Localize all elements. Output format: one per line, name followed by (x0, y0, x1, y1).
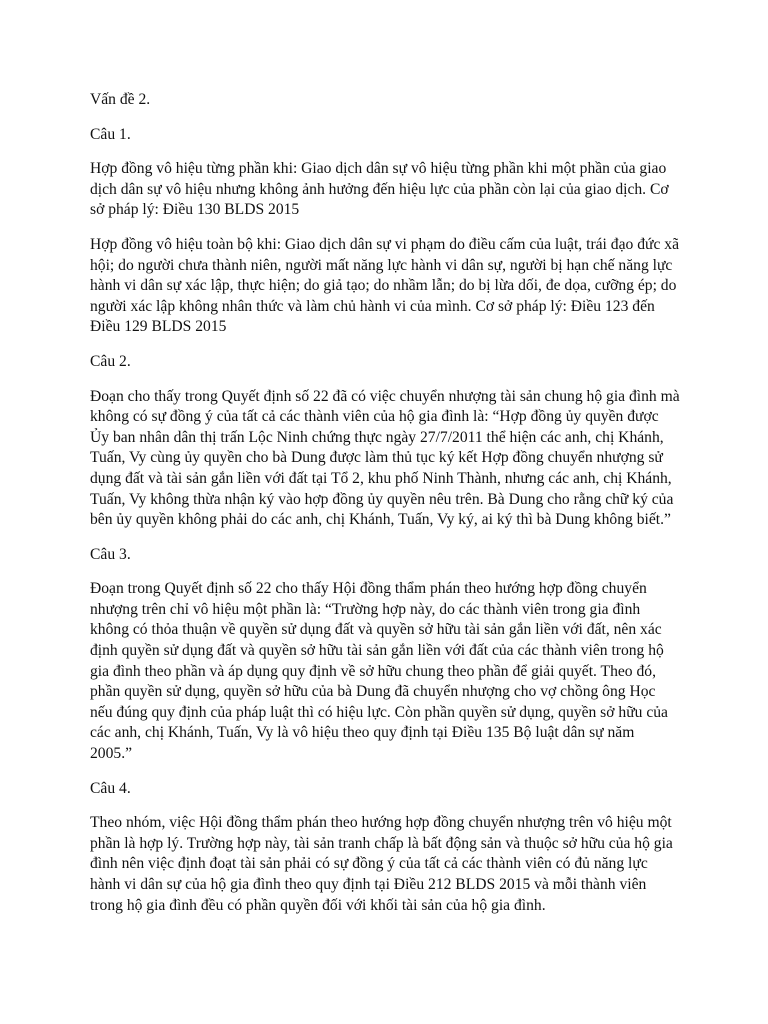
paragraph-3-1: Đoạn trong Quyết định số 22 cho thấy Hội đồng thẩm phán theo hướng hợp đồng chuyển nhượng trên chỉ vô hiệu một phần là: “Trường hợp này, do các thành viên trong gia đình không có thỏa thuận về quyền sử dụng đất và quyền sở hữu tài sản gắn liền với đất, nên xác định quyền sử dụng đất và quyền sở hữu tài sản gắn liền với đất của các thành viên trong hộ gia đình theo phần và áp dụng quy định về sở hữu chung theo phần để giải quyết. Theo đó, phần quyền sử dụng, quyền sở hữu của bà Dung đã chuyển nhượng cho vợ chồng ông Học nếu đúng quy định của pháp luật thì có hiệu lực. Còn phần quyền sử dụng, quyền sở hữu của các anh, chị Khánh, Tuấn, Vy là vô hiệu theo quy định tại Điều 135 Bộ luật dân sự năm 2005.” (90, 580, 668, 763)
document-body (90, 90, 680, 930)
section-heading-2: Câu 2. (90, 352, 131, 370)
paragraph-2-1: Đoạn cho thấy trong Quyết định số 22 đã có việc chuyển nhượng tài sản chung hộ gia đình mà không có sự đồng ý của tất cả các thành viên của hộ gia đình là: “Hợp đồng ủy quyền được Ủy ban nhân dân thị trấn Lộc Ninh chứng thực ngày 27/7/2011 thể hiện các anh, chị Khánh, Tuấn, Vy cùng ủy quyền cho bà Dung được làm thủ tục ký kết Hợp đồng chuyển nhượng sử dụng đất và tài sản gắn liền với đất tại Tổ 2, khu phố Ninh Thành, nhưng các anh, chị Khánh, Tuấn, Vy không thừa nhận ký vào hợp đồng ủy quyền nêu trên. Bà Dung cho rằng chữ ký của bên ủy quyền không phải do các anh, chị Khánh, Tuấn, Vy ký, ai ký thì bà Dung không biết.” (90, 387, 680, 529)
section-heading-3: Câu 3. (90, 545, 131, 563)
section-heading-4: Câu 4. (90, 779, 131, 797)
paragraph-1-1: Hợp đồng vô hiệu từng phần khi: Giao dịch dân sự vô hiệu từng phần khi một phần của giao dịch dân sự vô hiệu nhưng không ảnh hưởng đến hiệu lực của phần còn lại của giao dịch. Cơ sở pháp lý: Điều 130 BLDS 2015 (90, 160, 669, 219)
paragraph-1-2: Hợp đồng vô hiệu toàn bộ khi: Giao dịch dân sự vi phạm do điều cấm của luật, trái đạo đức xã hội; do người chưa thành niên, người mất năng lực hành vi dân sự, người bị hạn chế năng lực hành vi dân sự xác lập, thực hiện; do giả tạo; do nhầm lẫn; do bị lừa dối, đe dọa, cưỡng ép; do người xác lập không nhân thức và làm chủ hành vi của mình. Cơ sở pháp lý: Điều 123 đến Điều 129 BLDS 2015 (90, 235, 679, 336)
document-title: Vấn đề 2. (90, 91, 151, 108)
paragraph-4-1: Theo nhóm, việc Hội đồng thẩm phán theo hướng hợp đồng chuyển nhượng trên vô hiệu một phần là hợp lý. Trường hợp này, tài sản tranh chấp là bất động sản và thuộc sở hữu của hộ gia đình nên việc định đoạt tài sản phải có sự đồng ý của tất cả các thành viên có đủ năng lực hành vi dân sự của hộ gia đình theo quy định tại Điều 212 BLDS 2015 và mỗi thành viên trong hộ gia đình đều có phần quyền đối với khối tài sản của hộ gia đình. (90, 814, 673, 914)
section-heading-1: Câu 1. (90, 125, 131, 143)
